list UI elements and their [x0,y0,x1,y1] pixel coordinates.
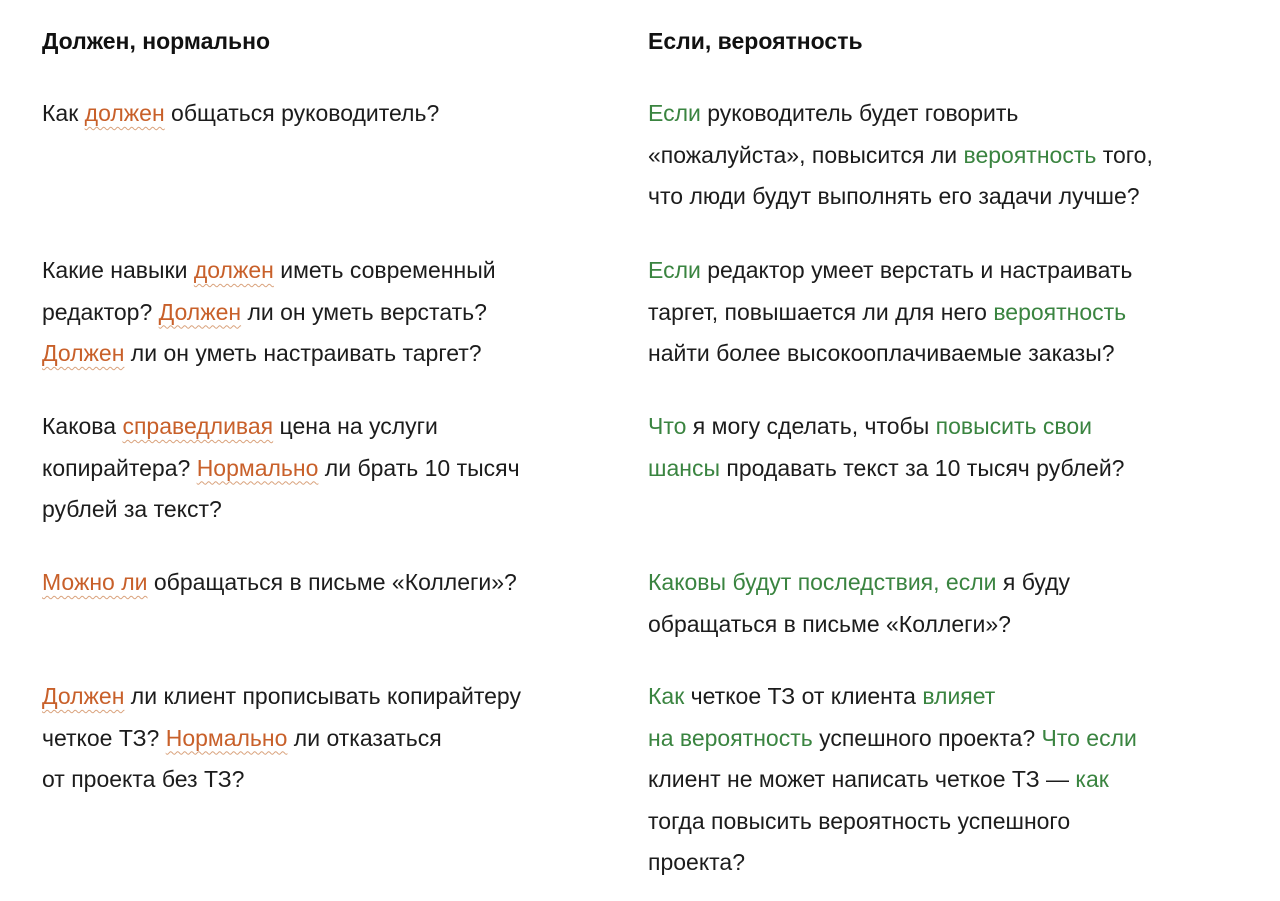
right-column-header: Если, вероятность [648,28,863,54]
plain-text: копирайтера? [42,454,197,481]
text-line [42,676,521,718]
plain-text: успешного проекта? [812,724,1042,751]
text-line [42,292,496,334]
plain-text: редактор умеет верстать и настраивать [700,257,1133,283]
text-line [648,93,1153,135]
text-line [648,562,1070,604]
highlight-raise-chances: повысить свои [935,413,1092,439]
highlight-may: Можно ли [42,569,148,595]
highlight-must: Должен [158,298,242,325]
highlight-must: Должен [42,683,125,709]
highlight-must: должен [84,100,165,126]
plain-text: редактор? [42,298,159,325]
plain-text: четкое ТЗ? [42,724,166,751]
plain-text: я могу сделать, чтобы [686,413,936,439]
highlight-if: Если [648,100,701,126]
text-line [648,176,1153,218]
plain-text: ли он уметь настраивать таргет? [124,340,482,366]
highlight-chances: шансы [648,454,720,481]
right-question-3 [648,406,1124,489]
plain-text: обращаться в письме «Коллеги»? [648,610,1011,637]
right-question-5 [648,676,1137,884]
plain-text: проекта? [648,849,746,875]
plain-text: ли брать 10 тысяч [318,454,520,481]
plain-text: рублей за текст? [42,496,222,522]
highlight-must: Должен [42,340,125,366]
text-line [648,801,1137,843]
text-line [42,333,496,375]
text-line [648,676,1137,718]
text-line [648,406,1124,448]
plain-text: ли он уметь верстать? [241,298,487,325]
plain-text: Как [42,100,85,126]
highlight-consequences: Каковы будут последствия, если [648,569,997,595]
plain-text: иметь современный [273,257,496,283]
plain-text: «пожалуйста», повысится ли [648,141,964,168]
text-line [42,406,520,448]
plain-text: Какова [42,413,123,439]
text-line [648,604,1070,646]
text-line [42,448,520,490]
text-line [648,135,1153,177]
text-line [42,718,521,760]
highlight-normal: Нормально [196,454,319,481]
plain-text: четкое ТЗ от клиента [684,683,923,709]
text-line [648,333,1132,375]
left-column-header: Должен, нормально [42,28,271,54]
right-question-1 [648,93,1153,218]
text-line [648,292,1132,334]
text-line [42,759,521,801]
text-line [42,489,520,531]
text-line [42,93,439,135]
plain-text: цена на услуги [273,413,438,439]
plain-text: Какие навыки [42,257,194,283]
plain-text: продавать текст за 10 тысяч рублей? [719,454,1125,481]
plain-text: тогда повысить вероятность успешного [648,807,1071,834]
highlight-how: Как [648,683,685,709]
highlight-how: как [1075,766,1109,792]
right-question-2 [648,250,1132,375]
highlight-what: Что [648,413,687,439]
plain-text: обращаться в письме «Коллеги»? [147,569,517,595]
plain-text: клиент не может написать четкое ТЗ — [648,766,1076,792]
plain-text: ли отказаться [287,724,442,751]
text-line [648,448,1124,490]
text-line [648,250,1132,292]
plain-text: общаться руководитель? [164,100,440,126]
text-line [648,842,1137,884]
plain-text: я буду [996,569,1071,595]
text-line [648,759,1137,801]
highlight-must: должен [193,257,274,283]
left-question-1 [42,93,439,135]
left-question-4 [42,562,517,604]
plain-text: того, [1096,141,1153,168]
text-line [42,562,517,604]
plain-text: что люди будут выполнять его задачи лучше? [648,183,1140,209]
highlight-probability: вероятность [963,141,1097,168]
highlight-on-probability: на вероятность [648,724,813,751]
plain-text: таргет, повышается ли для него [648,298,994,325]
plain-text: найти более высокооплачиваемые заказы? [648,340,1115,366]
left-question-5 [42,676,521,801]
highlight-what-if: Что если [1041,724,1137,751]
plain-text: руководитель будет говорить [700,100,1019,126]
left-question-2 [42,250,496,375]
text-line [648,718,1137,760]
plain-text: ли клиент прописывать копирайтеру [124,683,521,709]
highlight-probability: вероятность [993,298,1127,325]
text-line [42,250,496,292]
left-question-3 [42,406,520,531]
highlight-if: Если [648,257,701,283]
highlight-affects: влияет [922,683,996,709]
highlight-fair: справедливая [122,413,274,439]
highlight-normal: Нормально [165,724,288,751]
right-question-4 [648,562,1070,645]
plain-text: от проекта без ТЗ? [42,766,245,792]
